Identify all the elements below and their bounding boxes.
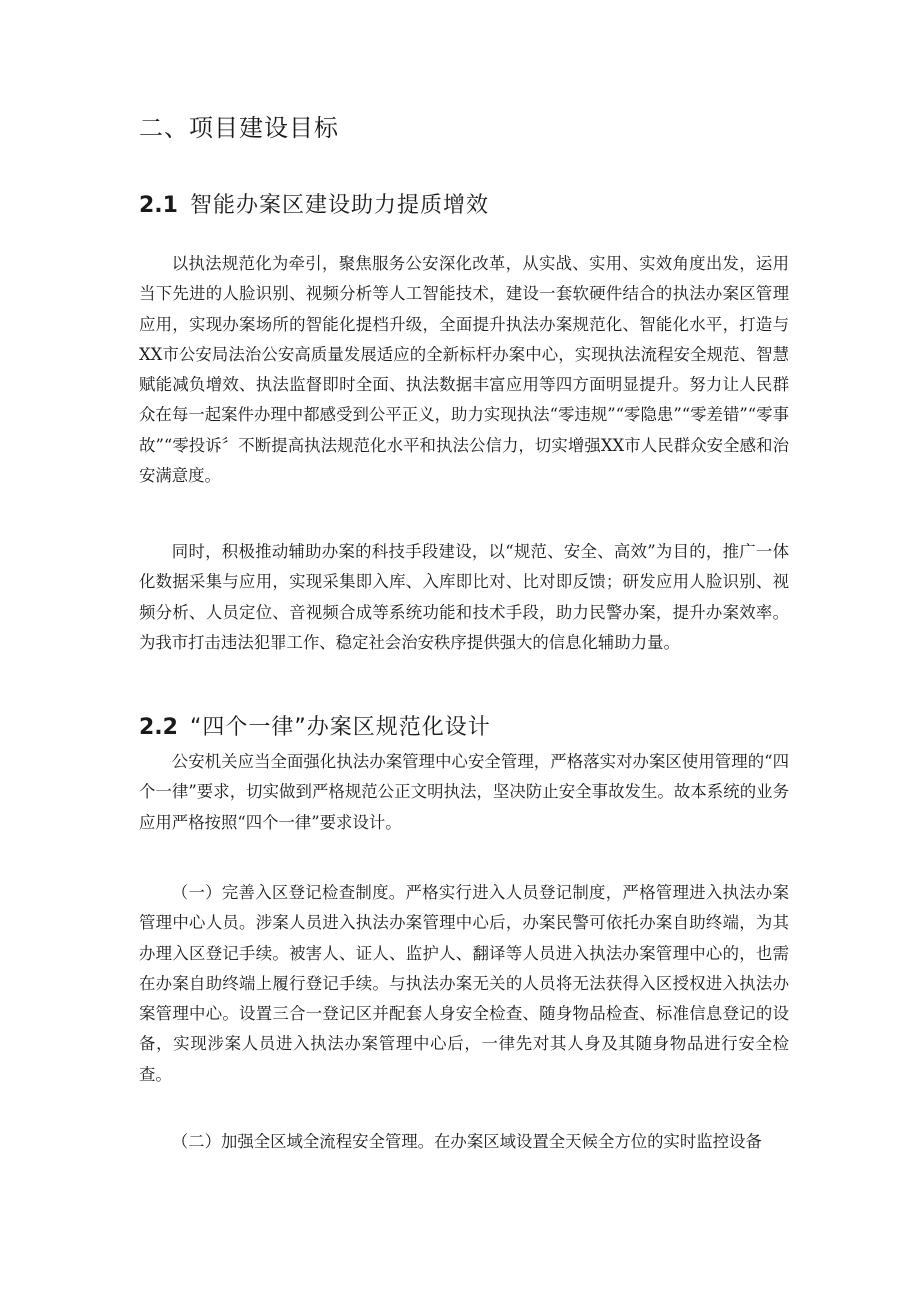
paragraph: 同时，积极推动辅助办案的科技手段建设，以“规范、安全、高效”为目的，推广一体化数据采集与应用，实现采集即入库、入库即比对、比对即反馈；研发应用人脸识别、视频分析、人员定位、音视频合成等系统功能和技术手段，助力民警办案，提升办案效率。为我市打击违法犯罪工作、稳定社会治安秩序提供强大的信息化辅助力量。 (139, 542, 789, 652)
document-title: 二、项目建设目标 (139, 114, 339, 142)
paragraph: 以执法规范化为牵引，聚焦服务公安深化改革，从实战、实用、实效角度出发，运用当下先进的人脸识别、视频分析等人工智能技术，建设一套软硬件结合的执法办案区管理应用，实现办案场所的智能化提档升级，全面提升执法办案规范化、智能化水平，打造与XX市公安局法治公安高质量发展适应的全新标杆办案中心，实现执法流程安全规范、智慧赋能减负增效、执法监督即时全面、执法数据丰富应用等四方面明显提升。努力让人民群众在每一起案件办理中都感受到公平正义，助力实现执法“零违规”“零隐患”“零差错”“零事故”“零投诉〞不断提高执法规范化水平和执法公信力，切实增强XX市人民群众安全感和治安满意度。 (139, 254, 789, 486)
paragraph: （二）加强全区域全流程安全管理。在办案区域设置全天候全方位的实时监控设备 (171, 1132, 762, 1151)
paragraph: 公安机关应当全面强化执法办案管理中心安全管理，严格落实对办案区使用管理的“四个一律”要求，切实做到严格规范公正文明执法，坚决防止安全事故发生。故本系统的业务应用严格按照“四个一律”要求设计。 (139, 752, 789, 832)
section-number: 2.2 (139, 715, 178, 740)
section-title: “四个一律”办案区规范化设计 (189, 715, 491, 740)
section-number: 2.1 (139, 193, 178, 218)
section-title: 智能办案区建设助力提质增效 (189, 193, 489, 218)
paragraph: （一）完善入区登记检查制度。严格实行进入人员登记制度，严格管理进入执法办案管理中心人员。涉案人员进入执法办案管理中心后，办案民警可依托办案自助终端，为其办理入区登记手续。被害人、证人、监护人、翻译等人员进入执法办案管理中心的，也需在办案自助终端上履行登记手续。与执法办案无关的人员将无法获得入区授权进入执法办案管理中心。设置三合一登记区并配套人身安全检查、随身物品检查、标准信息登记的设备，实现涉案人员进入执法办案管理中心后，一律先对其人身及其随身物品进行安全检查。 (139, 883, 789, 1084)
section-heading-2-2 (139, 710, 491, 741)
section-heading-2-1 (139, 188, 489, 219)
